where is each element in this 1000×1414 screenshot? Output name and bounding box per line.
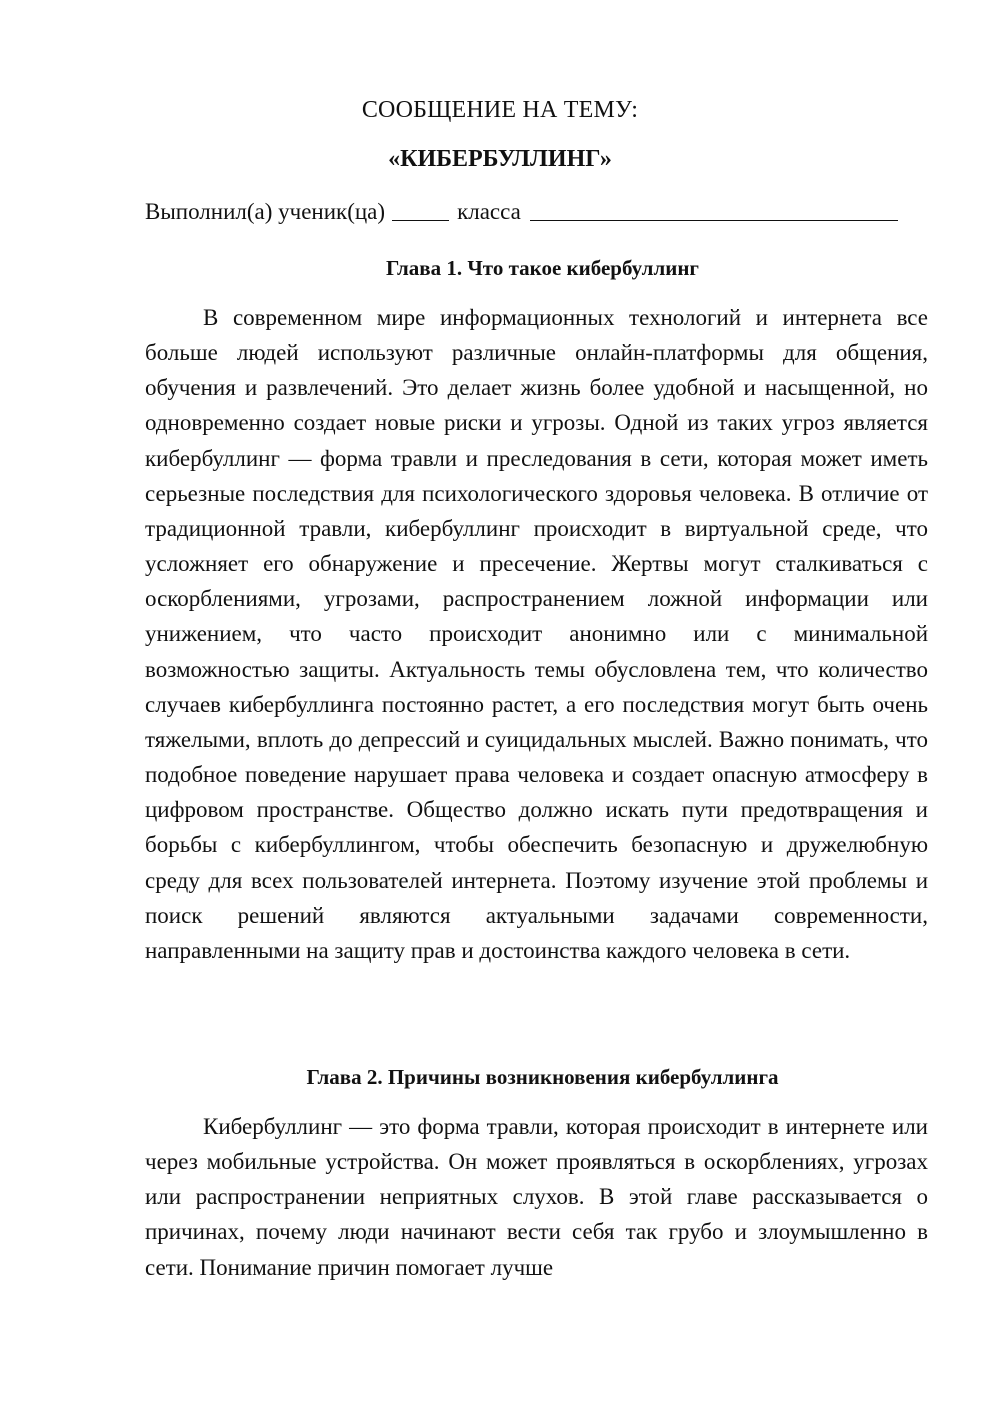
chapter-2-paragraph: Кибербуллинг — это форма травли, которая происходит в интернете или через мобильные устройства. Он может проявляться в оскорблениях, угрозах или распространении неприятных слухов. В этой главе рассказывается о причинах, почему люди начинают вести себя так грубо и злоумышленно в сети. Понимание причин помогает лучше [145,1114,928,1280]
chapter-2-heading: Глава 2. Причины возникновения кибербуллинга [306,1065,779,1089]
document-title: СООБЩЕНИЕ НА ТЕМУ: [361,97,639,123]
author-label: Выполнил(а) ученик(ца) [145,199,386,224]
student-name-blank [530,200,898,221]
chapter-1-paragraph: В современном мире информационных технологий и интернета все больше людей используют различные онлайн-платформы для общения, обучения и развлечений. Это делает жизнь более удобной и насыщенной, но одновременно создает новые риски и угрозы. Одной из таких угроз является кибербуллинг — форма травли и преследования в сети, которая может иметь серьезные последствия для психологического здоровья человека. В отличие от традиционной травли, кибербуллинг происходит в виртуальной среде, что усложняет его обнаружение и пресечение. Жертвы могут сталкиваться с оскорблениями, угрозами, распространением ложной информации или унижением, что часто происходит анонимно или с минимальной возможностью защиты. Актуальность темы обусловлена тем, что количество случаев кибербуллинга постоянно растет, а его последствия могут быть очень тяжелыми, вплоть до депрессий и суицидальных мыслей. Важно понимать, что подобное поведение нарушает права человека и создает опасную атмосферу в цифровом пространстве. Общество должно искать пути предотвращения и борьбы с кибербуллингом, чтобы обеспечить безопасную и дружелюбную среду для всех пользователей интернета. Поэтому изучение этой проблемы и поиск решений являются актуальными задачами современности, направленными на защиту прав и достоинства каждого человека в сети. [145,305,928,963]
document-subtitle: «КИБЕРБУЛЛИНГ» [388,146,612,172]
class-label: класса [457,199,521,224]
class-number-blank [392,200,449,221]
author-line [145,197,935,227]
chapter-1-heading: Глава 1. Что такое кибербуллинг [386,256,699,280]
